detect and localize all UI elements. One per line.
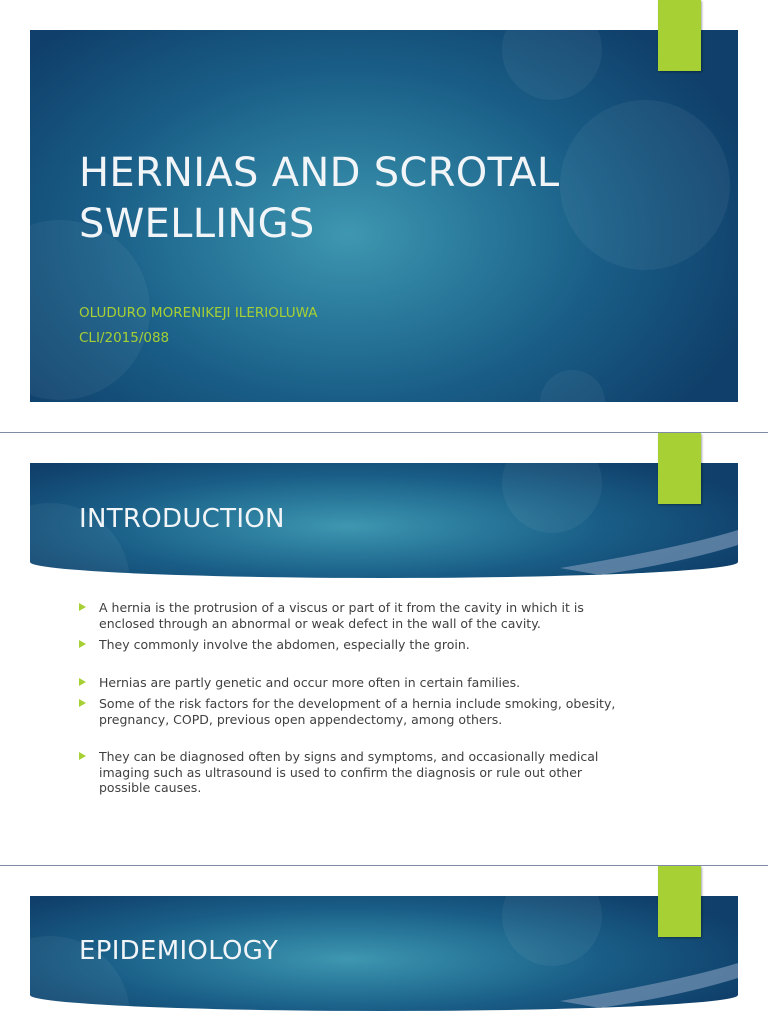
slide-epidemiology	[0, 866, 768, 1024]
slide-title: EPIDEMIOLOGY	[79, 936, 279, 966]
bullet-arrow-icon	[79, 752, 86, 760]
slide-title	[0, 0, 768, 432]
author-id: CLI/2015/088	[79, 330, 170, 346]
bullet-arrow-icon	[79, 699, 86, 707]
bullet-arrow-icon	[79, 603, 86, 611]
list-item: A hernia is the protrusion of a viscus or part of it from the cavity in which it is enclosed through an abnormal or weak defect in the wall of the cavity.	[79, 600, 619, 631]
slide-introduction	[0, 433, 768, 865]
bullet-arrow-icon	[79, 640, 86, 648]
accent-tab	[658, 866, 701, 937]
bullet-list	[79, 600, 619, 802]
decor-bubble	[540, 370, 605, 402]
decor-bubble	[502, 30, 602, 100]
decor-bubble	[560, 100, 730, 270]
list-item: They can be diagnosed often by signs and symptoms, and occasionally medical imaging such as ultrasound is used to confirm the diagnosis or rule out other possible causes.	[79, 749, 619, 796]
presentation-title	[79, 148, 559, 250]
slide-title: INTRODUCTION	[79, 504, 285, 534]
title-line-2: SWELLINGS	[79, 201, 315, 247]
list-item: Some of the risk factors for the development of a hernia include smoking, obesity, pregnancy, COPD, previous open appendectomy, among others.	[79, 696, 619, 727]
author-name: OLUDURO MORENIKEJI ILERIOLUWA	[79, 305, 318, 321]
list-item: They commonly involve the abdomen, especially the groin.	[79, 637, 619, 653]
list-item: Hernias are partly genetic and occur more often in certain families.	[79, 675, 619, 691]
title-line-1: HERNIAS AND SCROTAL	[79, 150, 560, 196]
accent-tab	[658, 433, 701, 504]
accent-tab	[658, 0, 701, 71]
bullet-arrow-icon	[79, 678, 86, 686]
